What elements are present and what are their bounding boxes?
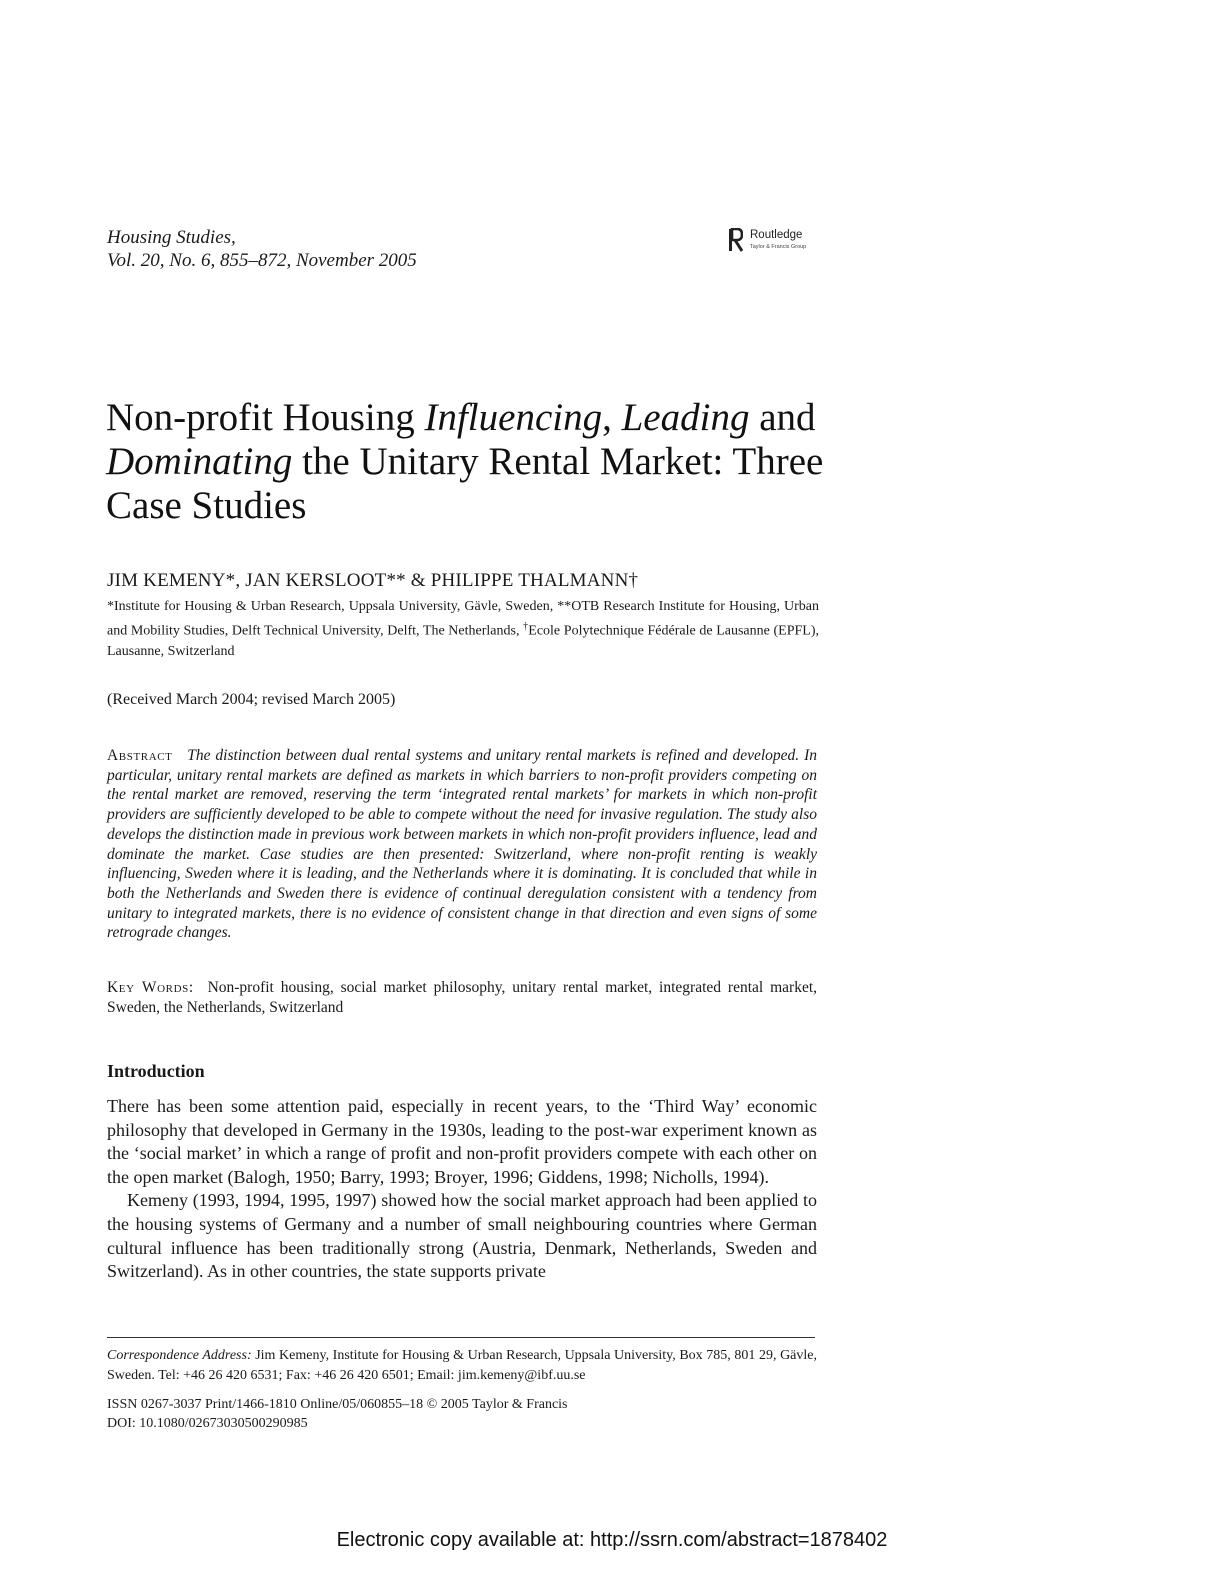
title-italic-influencing: Influencing — [424, 396, 603, 439]
title-part: and — [749, 396, 816, 439]
abstract-text: The distinction between dual rental systems and unitary rental markets is refined and developed. In particular, unitary rental markets are defined as markets in which barriers to non-profit providers competing on the rental market are removed, reserving the term ‘integrated rental markets’ for markets in which non-profit providers are sufficiently developed to be able to compete without the need for invasive regulation. The study also develops the distinction made in previous work between markets in which non-profit providers influence, lead and dominate the market. Case studies are then presented: Switzerland, where non-profit renting is weakly influencing, Sweden where it is leading, and the Netherlands where it is dominating. It is concluded that while in both the Netherlands and Sweden there is evidence of continual deregulation consistent with a tendency from unitary to integrated markets, there is no evidence of consistent change in that direction and even signs of some retrograde changes. — [107, 747, 817, 942]
routledge-r-logo-icon — [729, 228, 743, 252]
correspondence-text: Jim Kemeny, Institute for Housing & Urban Research, Uppsala University, Box 785, 801 29, Gävle, Sweden. Tel: +46 26 420 6531; Fax: +46 26 420 6501; Email: jim.kemeny@ibf.uu.se — [107, 1348, 817, 1383]
affiliations — [107, 597, 819, 662]
article-title — [106, 396, 826, 528]
footnote-divider — [107, 1337, 815, 1338]
abstract-label: Abstract — [107, 747, 173, 764]
issn-line: ISSN 0267-3037 Print/1466-1810 Online/05/060855–18 © 2005 Taylor & Francis — [107, 1397, 568, 1412]
dagger-mark: † — [523, 621, 529, 632]
abstract — [107, 746, 817, 943]
correspondence-label: Correspondence Address: — [107, 1348, 252, 1363]
section-heading-introduction: Introduction — [107, 1061, 205, 1081]
title-italic-leading: Leading — [621, 396, 750, 439]
journal-name: Housing Studies, — [107, 227, 236, 248]
keywords-text: Non-profit housing, social market philosophy, unitary rental market, integrated rental market, Sweden, the Netherlands, Switzerland — [107, 979, 818, 1016]
affiliation-text: *Institute for Housing & Urban Research, Uppsala University, Gävle, Sweden, **OTB Research Institute for Housing, Urban and Mobility Studies, Delft Technical University, Delft, The Netherlands, — [107, 599, 819, 639]
ssrn-footer: Electronic copy available at: http://ssrn.com/abstract=1878402 — [336, 1529, 888, 1551]
keywords-label: Key Words: — [107, 979, 194, 996]
paragraph: Kemeny (1993, 1994, 1995, 1997) showed how the social market approach had been applied to the housing systems of Germany and a number of small neighbouring countries where German cultural influence has been traditionally strong (Austria, Denmark, Netherlands, Sweden and Switzerland). As in other countries, the state supports private — [107, 1190, 817, 1282]
publisher-subtitle: Taylor & Francis Group — [750, 244, 807, 250]
title-part: Non-profit Housing — [106, 396, 425, 439]
publication-identifiers — [107, 1395, 568, 1433]
introduction-body — [107, 1095, 817, 1284]
correspondence-address — [107, 1346, 817, 1386]
keywords — [107, 978, 817, 1018]
affiliation-text: Ecole Polytechnique Fédérale de Lausanne (EPFL), Lausanne, Switzerland — [107, 623, 820, 659]
publisher-logo — [729, 228, 821, 256]
journal-volume: Vol. 20, No. 6, 855–872, November 2005 — [107, 250, 417, 271]
title-italic-dominating: Dominating — [106, 440, 293, 483]
paragraph: There has been some attention paid, especially in recent years, to the ‘Third Way’ economic philosophy that developed in Germany in the 1930s, leading to the post-war experiment known as the ‘social market’ in which a range of profit and non-profit providers compete with each other on the open market (Balogh, 1950; Barry, 1993; Broyer, 1996; Giddens, 1998; Nicholls, 1994). — [107, 1096, 817, 1187]
title-part: the Unitary Rental Market: Three Case Studies — [106, 440, 824, 527]
title-part: , — [602, 396, 622, 439]
received-dates: (Received March 2004; revised March 2005) — [107, 691, 396, 708]
journal-citation — [107, 226, 417, 272]
publisher-name: Routledge — [750, 229, 803, 241]
doi-line: DOI: 10.1080/02673030500290985 — [107, 1416, 308, 1431]
author-list: JIM KEMENY*, JAN KERSLOOT** & PHILIPPE THALMANN† — [107, 570, 639, 591]
